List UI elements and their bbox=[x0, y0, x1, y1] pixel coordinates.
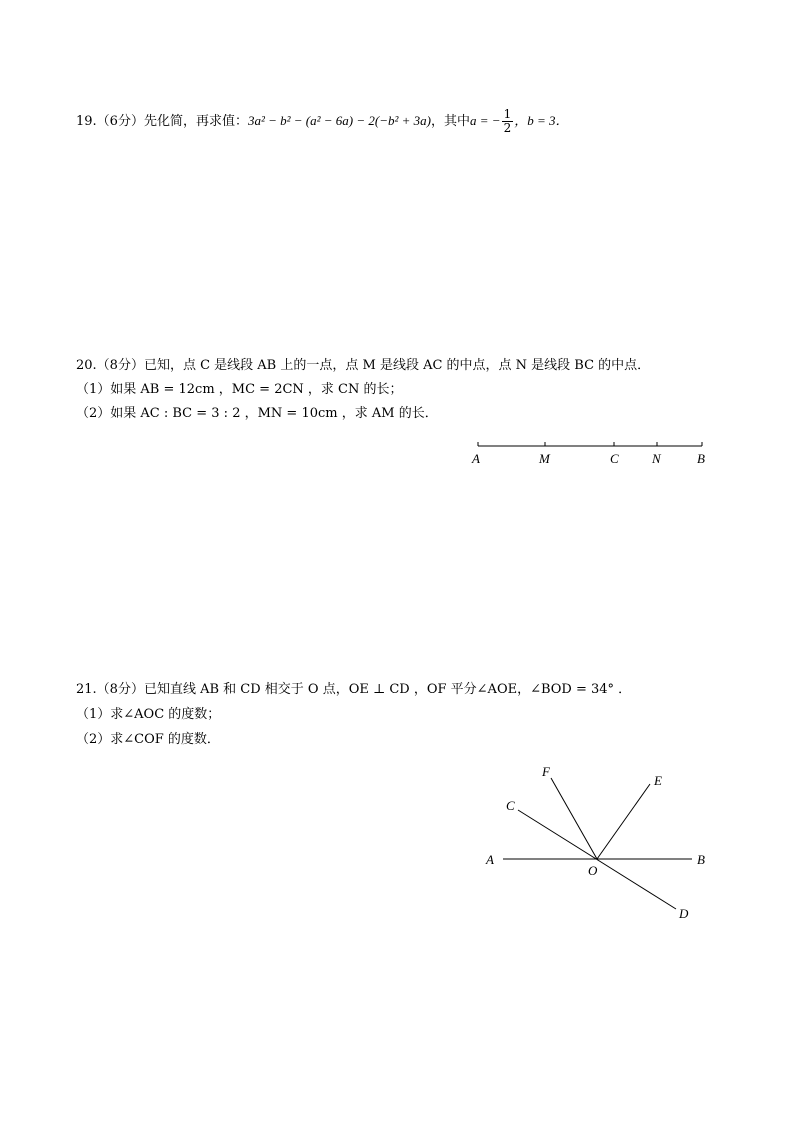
q20-part2: （2）如果 AC : BC = 3 : 2 ，MN = 10cm ，求 AM 的长． bbox=[76, 406, 438, 421]
label-d: D bbox=[679, 906, 689, 921]
label-f: F bbox=[542, 764, 550, 779]
label-e: E bbox=[654, 773, 662, 788]
label-n: N bbox=[652, 451, 661, 466]
label-a: A bbox=[486, 852, 494, 867]
ray-of bbox=[551, 778, 597, 859]
q19-cond-a: a = − bbox=[470, 113, 501, 128]
q19-fraction-num: 1 bbox=[503, 107, 512, 121]
q20-stem: 20.（8分）已知，点 C 是线段 AB 上的一点，点 M 是线段 AC 的中点，点 N 是线段 BC 的中点． bbox=[76, 358, 651, 373]
q19-expression: 3a² − b² − (a² − 6a) − 2(−b² + 3a) bbox=[247, 113, 431, 128]
label-c: C bbox=[506, 798, 515, 813]
ray-oe bbox=[597, 784, 650, 859]
q20-part1: （1）如果 AB = 12cm ，MC = 2CN ，求 CN 的长； bbox=[76, 382, 403, 397]
label-b: B bbox=[697, 451, 705, 466]
q21-part2: （2）求∠COF 的度数． bbox=[76, 732, 220, 747]
label-m: M bbox=[539, 451, 550, 466]
label-a: A bbox=[472, 451, 480, 466]
label-c: C bbox=[610, 451, 619, 466]
q21-part1: （1）求∠AOC 的度数； bbox=[76, 707, 221, 722]
q19-cond-b: ，b = 3． bbox=[514, 113, 569, 128]
q21-stem: 21.（8分）已知直线 AB 和 CD 相交于 O 点，OE ⊥ CD ，OF 平分∠AOE，∠BOD = 34° ． bbox=[76, 682, 632, 697]
label-b: B bbox=[697, 852, 705, 867]
label-o: O bbox=[588, 863, 598, 878]
q19-fraction-den: 2 bbox=[503, 121, 512, 135]
q19-prefix: 19.（6分）先化简，再求值： bbox=[76, 114, 248, 129]
q19-mid: ，其中 bbox=[431, 114, 471, 129]
